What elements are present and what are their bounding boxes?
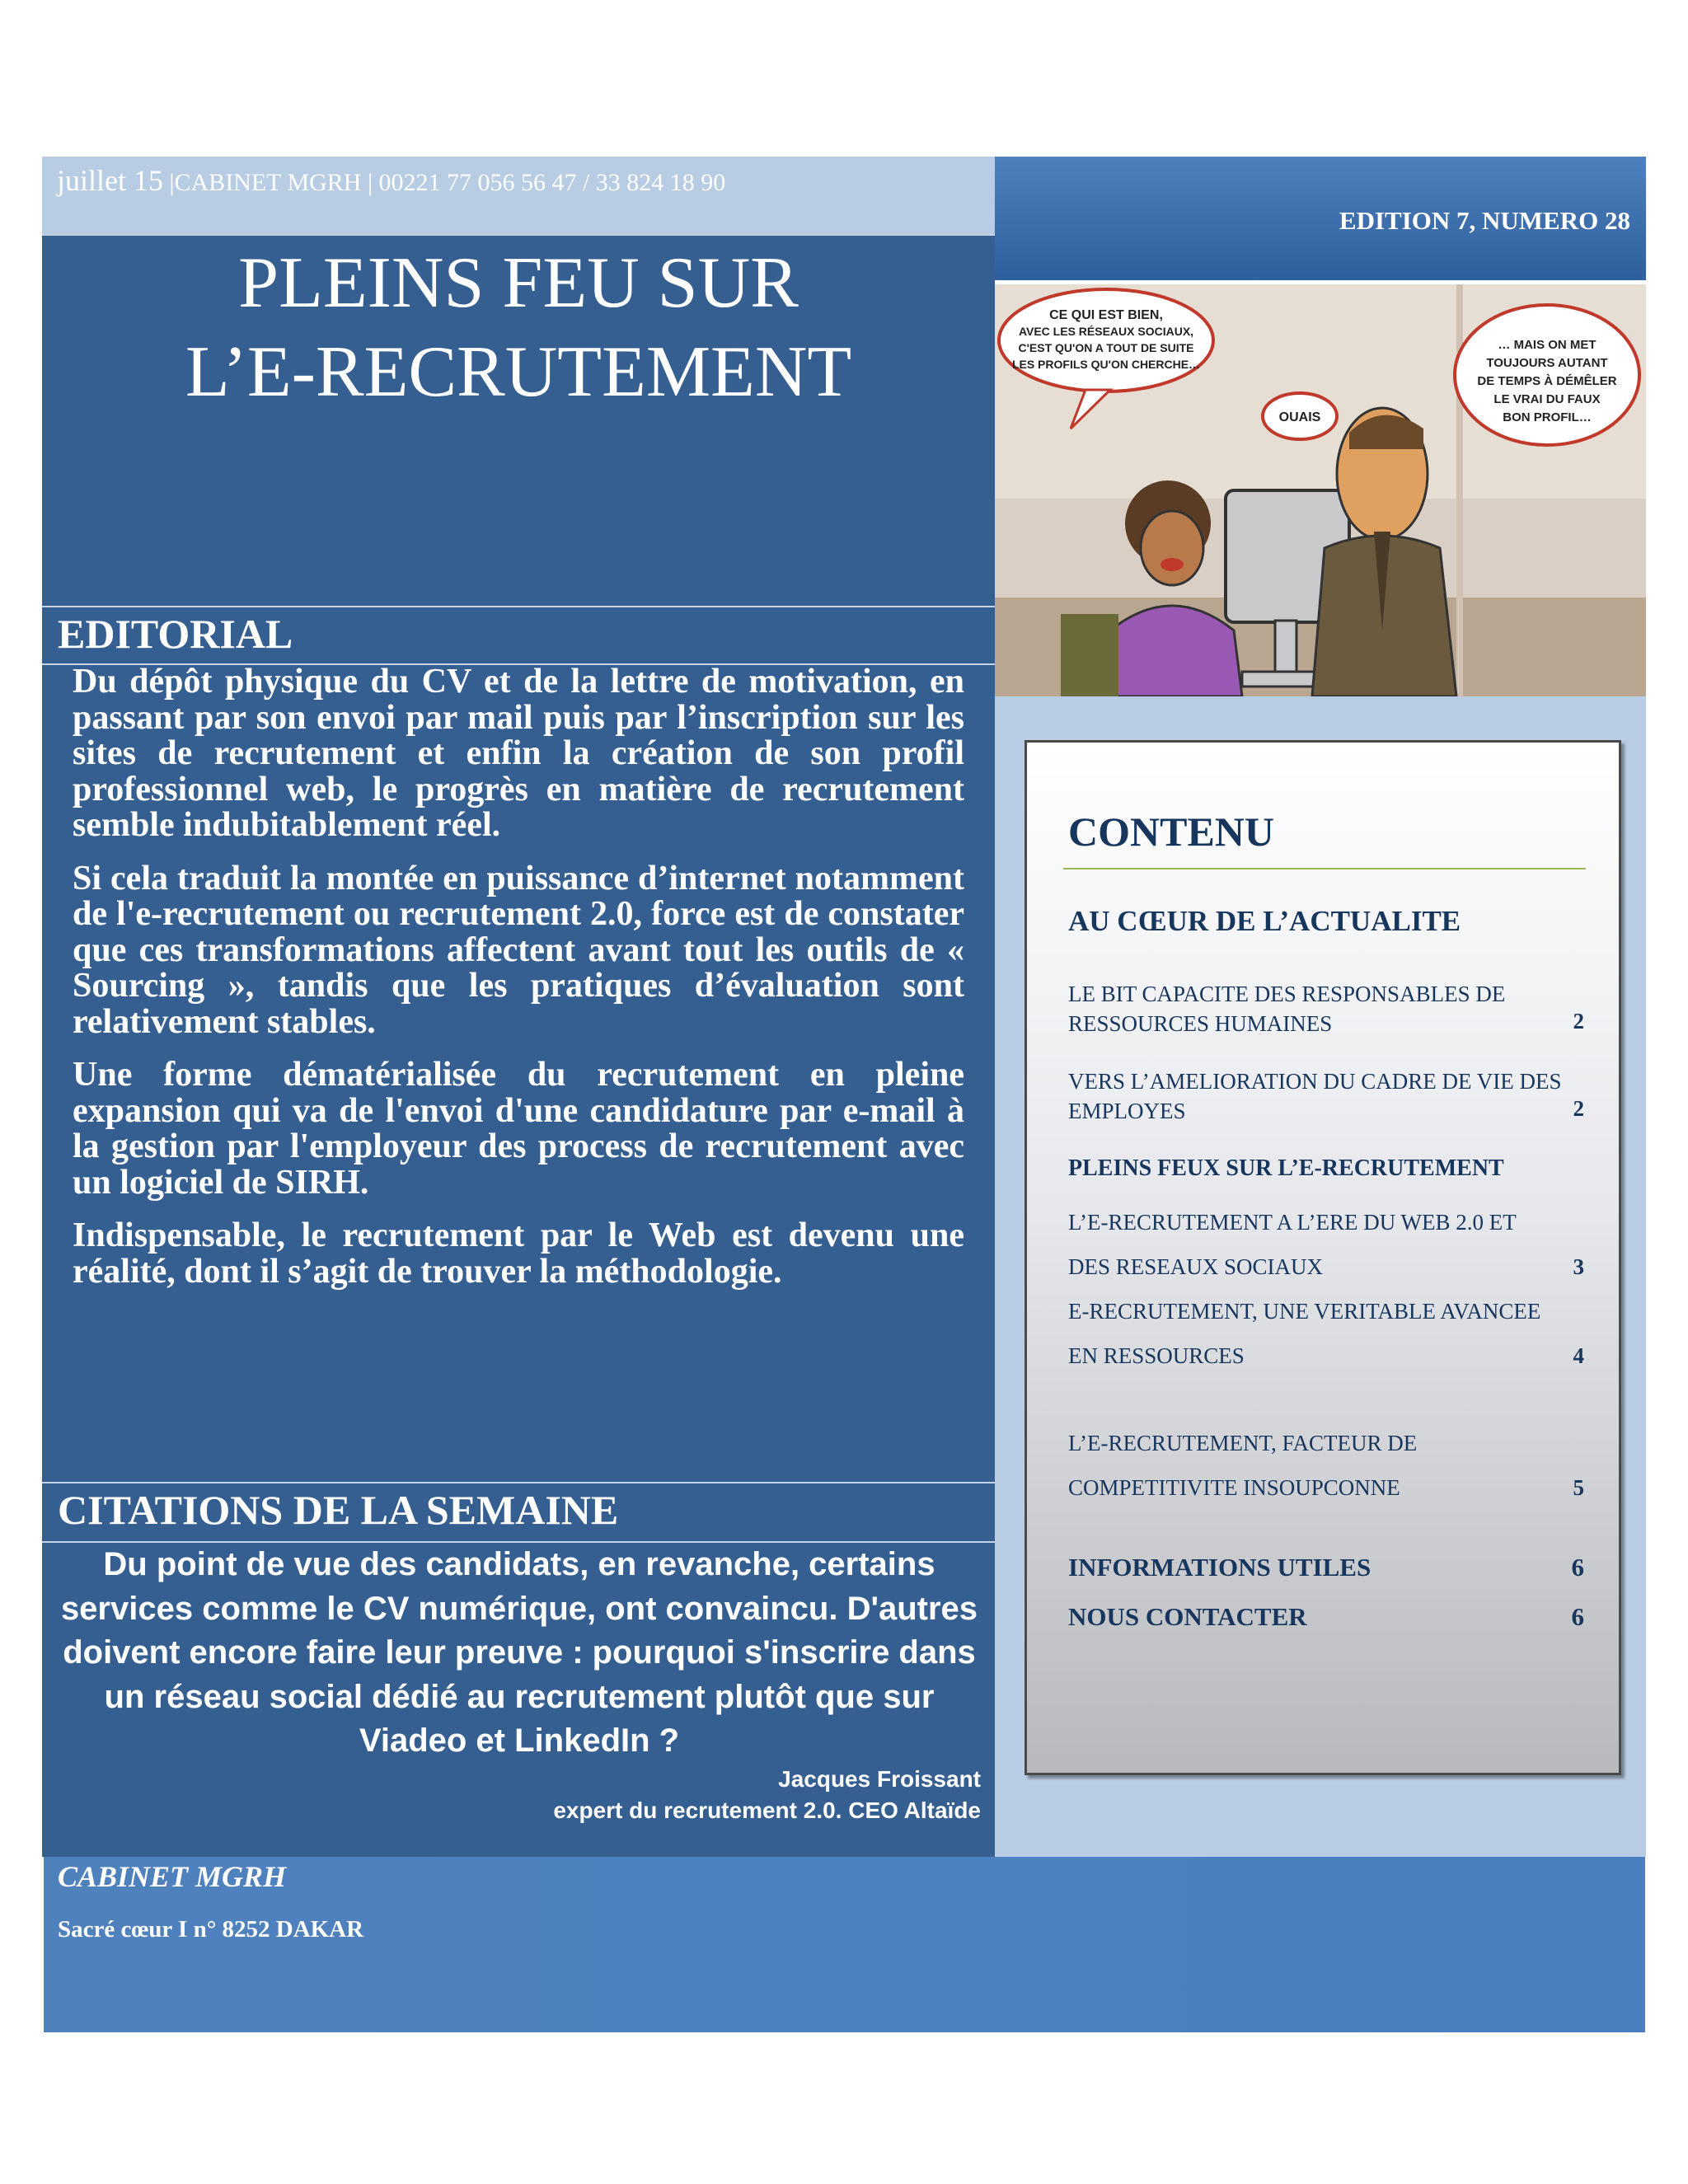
footer-address: Sacré cœur I n° 8252 DAKAR bbox=[58, 1916, 364, 1943]
svg-text:LES PROFILS QU'ON CHERCHE…: LES PROFILS QU'ON CHERCHE… bbox=[1011, 358, 1201, 371]
editorial-paragraph: Du dépôt physique du CV et de la lettre de motivation, en passant par son envoi par mail puis par l’inscription sur les sites de recrutement et enfin la création de son profil professionnel web, le progrès en matière de recrutement semble indubitablement réel. bbox=[73, 663, 964, 844]
toc-item-text: RESSOURCES HUMAINES bbox=[1068, 1011, 1333, 1036]
toc-page-number: 4 bbox=[1573, 1343, 1584, 1368]
footer-company-name: CABINET MGRH bbox=[58, 1860, 287, 1893]
svg-text:LE VRAI DU FAUX: LE VRAI DU FAUX bbox=[1493, 392, 1601, 406]
citation-quote: Du point de vue des candidats, en revanche, certains services comme le CV numérique, ont convaincu. D'autres doivent encore faire leur preuve : pourquoi s'inscrire dans un réseau social dédié au recrutement plutôt que sur Viadeo et LinkedIn ? bbox=[60, 1546, 978, 1759]
toc-page-number: 2 bbox=[1573, 1096, 1584, 1121]
toc-page-number: 6 bbox=[1571, 1553, 1584, 1582]
citation-attribution bbox=[404, 1764, 981, 1826]
divider bbox=[42, 606, 995, 607]
toc-item[interactable] bbox=[1068, 1200, 1571, 1289]
toc-item[interactable] bbox=[1068, 1289, 1571, 1378]
edition-label: EDITION 7, NUMERO 28 bbox=[1339, 206, 1630, 235]
editorial-paragraph: Une forme dématérialisée du recrutement en pleine expansion qui va de l'envoi d'une candidature par e-mail à la gestion par l'employeur des process de recrutement avec un logiciel de SIRH. bbox=[73, 1056, 964, 1202]
toc-informations[interactable]: INFORMATIONS UTILES bbox=[1068, 1553, 1372, 1582]
svg-text:TOUJOURS AUTANT: TOUJOURS AUTANT bbox=[1486, 356, 1608, 370]
contents-title: CONTENU bbox=[1068, 808, 1275, 855]
svg-text:… MAIS ON MET: … MAIS ON MET bbox=[1498, 338, 1597, 352]
editorial-paragraph: Indispensable, le recrutement par le Web est devenu une réalité, dont il s’agit de trouver la méthodologie. bbox=[73, 1216, 964, 1291]
cartoon-illustration bbox=[995, 284, 1646, 696]
speech-bubble-right bbox=[1455, 305, 1639, 445]
svg-text:OUAIS: OUAIS bbox=[1278, 410, 1321, 424]
toc-item[interactable] bbox=[1068, 1066, 1571, 1126]
toc-item-text: VERS L’AMELIORATION DU CADRE DE VIE DES bbox=[1068, 1069, 1562, 1094]
toc-item-text: LE BIT CAPACITE DES RESPONSABLES DE bbox=[1068, 982, 1506, 1006]
speech-bubble-middle bbox=[1263, 393, 1337, 439]
toc-item[interactable] bbox=[1068, 979, 1571, 1038]
header-info: |CABINET MGRH | 00221 77 056 56 47 / 33 824 18 90 bbox=[163, 169, 726, 196]
svg-text:AVEC LES RÉSEAUX SOCIAUX,: AVEC LES RÉSEAUX SOCIAUX, bbox=[1018, 325, 1194, 338]
citations-heading: CITATIONS DE LA SEMAINE bbox=[58, 1487, 619, 1533]
cartoon-image bbox=[995, 284, 1646, 696]
toc-section-e-recrutement: PLEINS FEUX SUR L’E-RECRUTEMENT bbox=[1068, 1155, 1504, 1181]
toc-item-text: E-RECRUTEMENT, UNE VERITABLE AVANCEE bbox=[1068, 1299, 1541, 1324]
editorial-heading: EDITORIAL bbox=[58, 611, 293, 657]
page-title bbox=[42, 239, 995, 417]
header-strip bbox=[42, 157, 995, 234]
citation-author-title: expert du recrutement 2.0. CEO Altaïde bbox=[553, 1797, 981, 1823]
toc-item-text: L’E-RECRUTEMENT, FACTEUR DE bbox=[1068, 1431, 1418, 1455]
title-line-1: PLEINS FEU SUR bbox=[238, 243, 799, 323]
contents-rule bbox=[1063, 868, 1586, 869]
toc-page-number: 6 bbox=[1571, 1602, 1584, 1631]
editorial-paragraph: Si cela traduit la montée en puissance d’internet notamment de l'e-recrutement ou recrutement 2.0, force est de constater que ces transformations affectent avant tout les outils de « Sourcing », tandis que les pratiques d’évaluation sont relativement stables. bbox=[73, 859, 964, 1041]
toc-page-number: 5 bbox=[1573, 1475, 1584, 1500]
citation-author: Jacques Froissant bbox=[778, 1766, 981, 1792]
editorial-body bbox=[73, 664, 964, 1307]
svg-text:CE QUI EST BIEN,: CE QUI EST BIEN, bbox=[1049, 308, 1163, 322]
toc-section-actualite: AU CŒUR DE L’ACTUALITE bbox=[1068, 905, 1461, 937]
toc-page-number: 3 bbox=[1573, 1254, 1584, 1279]
toc-item[interactable] bbox=[1068, 1421, 1571, 1510]
divider bbox=[42, 1482, 995, 1483]
toc-item-text: EN RESSOURCES bbox=[1068, 1343, 1245, 1368]
toc-page-number: 2 bbox=[1573, 1009, 1584, 1033]
toc-item-text: DES RESEAUX SOCIAUX bbox=[1068, 1254, 1324, 1279]
header-date: juillet 15 bbox=[57, 164, 163, 197]
toc-contact[interactable]: NOUS CONTACTER bbox=[1068, 1602, 1307, 1631]
toc-item-text: EMPLOYES bbox=[1068, 1099, 1186, 1123]
svg-text:DE TEMPS À DÉMÊLER: DE TEMPS À DÉMÊLER bbox=[1477, 374, 1617, 388]
divider bbox=[42, 234, 995, 236]
svg-text:BON PROFIL…: BON PROFIL… bbox=[1503, 410, 1592, 424]
toc-item-text: COMPETITIVITE INSOUPCONNE bbox=[1068, 1475, 1400, 1500]
toc-item-text: L’E-RECRUTEMENT A L’ERE DU WEB 2.0 ET bbox=[1068, 1210, 1517, 1235]
title-line-2: L’E-RECRUTEMENT bbox=[185, 332, 852, 412]
svg-text:C'EST QU'ON A TOUT DE SUITE: C'EST QU'ON A TOUT DE SUITE bbox=[1018, 341, 1194, 354]
